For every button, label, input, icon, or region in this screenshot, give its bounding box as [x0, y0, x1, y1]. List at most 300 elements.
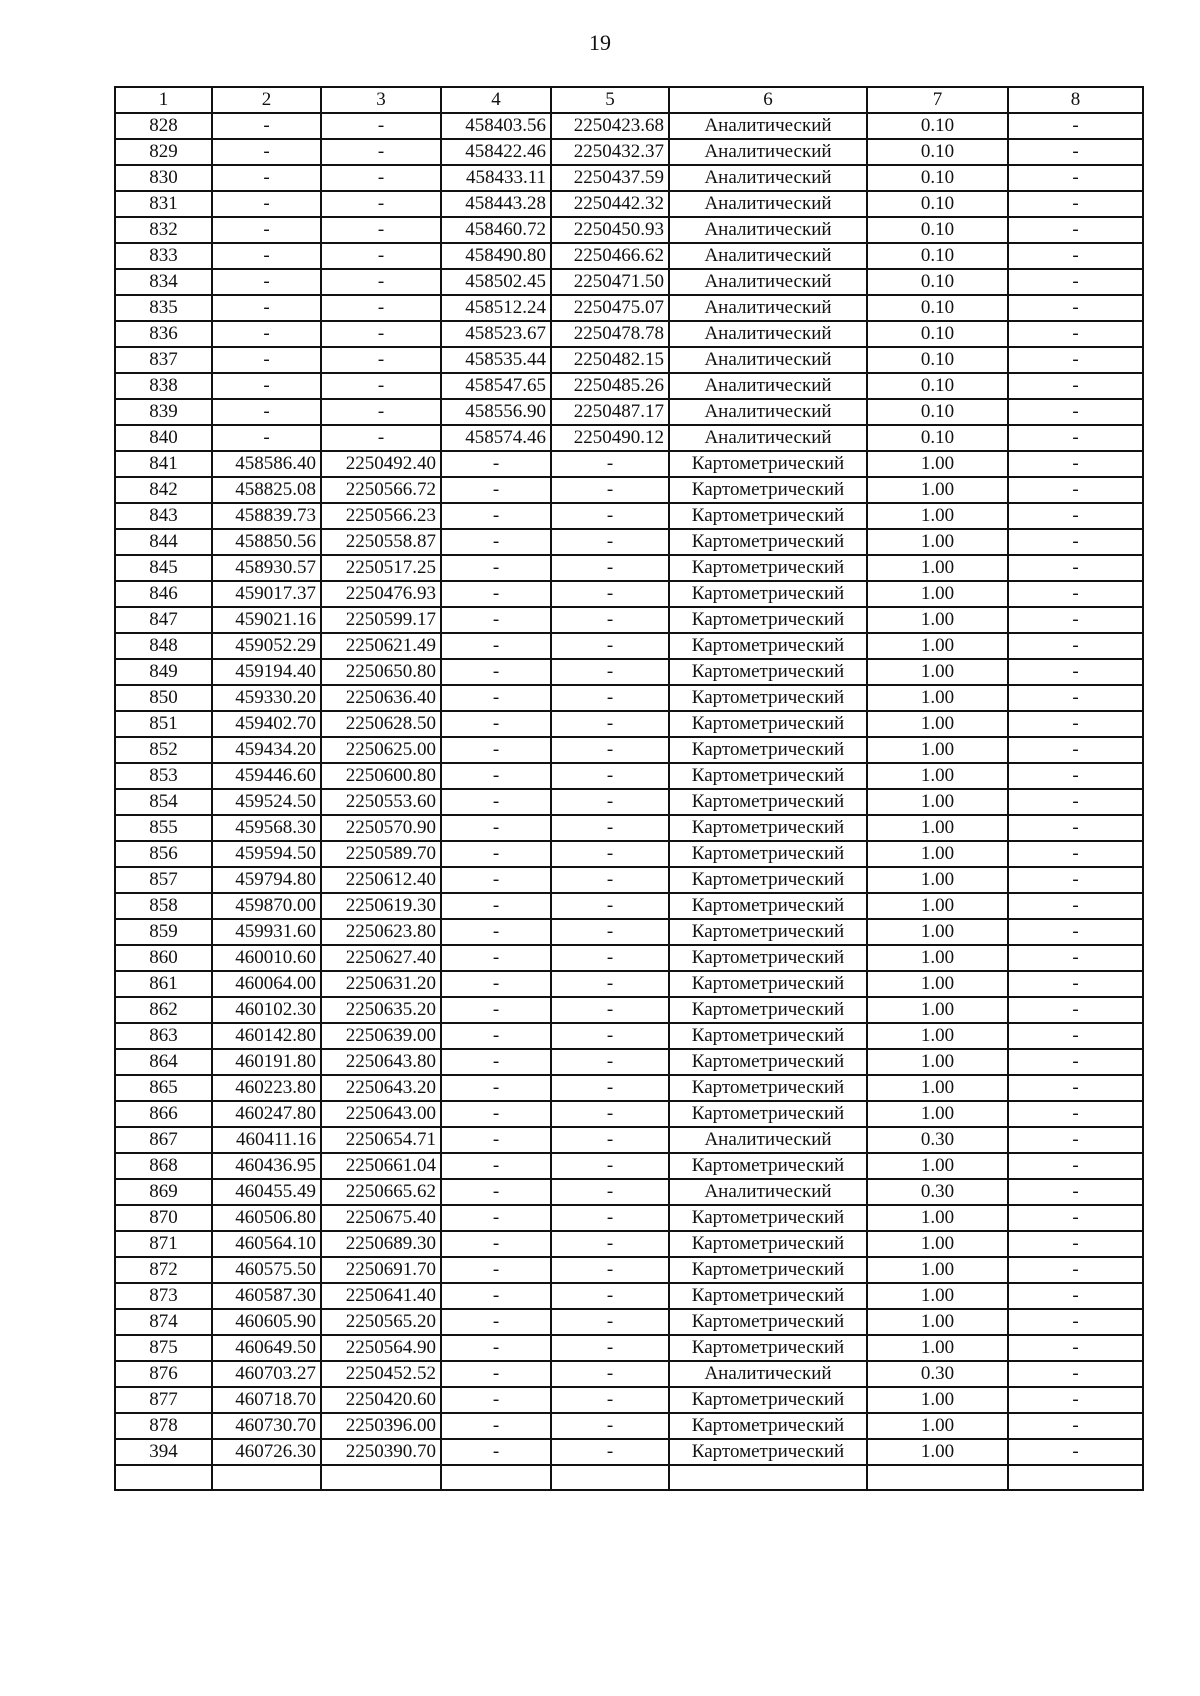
- table-cell: 2250599.17: [321, 607, 441, 633]
- table-cell: 458825.08: [212, 477, 321, 503]
- table-cell: 1.00: [867, 789, 1008, 815]
- table-cell: 1.00: [867, 893, 1008, 919]
- table-cell: -: [212, 321, 321, 347]
- table-cell: -: [551, 1101, 669, 1127]
- table-cell: -: [551, 1335, 669, 1361]
- table-cell: -: [441, 685, 551, 711]
- page-number: 19: [589, 30, 611, 55]
- table-cell-empty: [441, 1465, 551, 1490]
- table-cell: -: [212, 217, 321, 243]
- table-cell: Картометрический: [669, 1205, 867, 1231]
- table-cell: Картометрический: [669, 1283, 867, 1309]
- table-row: [115, 217, 1143, 243]
- table-cell: 459402.70: [212, 711, 321, 737]
- table-cell: -: [1008, 893, 1143, 919]
- table-cell: 2250650.80: [321, 659, 441, 685]
- table-cell: 2250600.80: [321, 763, 441, 789]
- table-cell: Картометрический: [669, 451, 867, 477]
- table-cell: Картометрический: [669, 763, 867, 789]
- table-cell: 838: [115, 373, 212, 399]
- table-cell: -: [441, 1231, 551, 1257]
- table-cell: 0.10: [867, 269, 1008, 295]
- table-cell: 2250643.80: [321, 1049, 441, 1075]
- table-cell: -: [321, 165, 441, 191]
- table-cell: -: [1008, 347, 1143, 373]
- table-cell: 2250689.30: [321, 1231, 441, 1257]
- table-cell: 851: [115, 711, 212, 737]
- table-cell: 2250390.70: [321, 1439, 441, 1465]
- table-cell: -: [1008, 1205, 1143, 1231]
- table-cell: -: [441, 867, 551, 893]
- table-cell: -: [441, 1283, 551, 1309]
- table-cell: -: [1008, 1387, 1143, 1413]
- table-cell: 1.00: [867, 581, 1008, 607]
- table-body: [115, 87, 1143, 1490]
- table-row: [115, 841, 1143, 867]
- table-cell: 0.10: [867, 295, 1008, 321]
- table-cell: -: [212, 399, 321, 425]
- table-cell: Картометрический: [669, 1309, 867, 1335]
- table-cell: 459017.37: [212, 581, 321, 607]
- table-cell: -: [212, 165, 321, 191]
- table-cell: -: [551, 451, 669, 477]
- table-cell: 848: [115, 633, 212, 659]
- table-cell: 1.00: [867, 1413, 1008, 1439]
- table-cell: 458930.57: [212, 555, 321, 581]
- table-cell: Картометрический: [669, 659, 867, 685]
- table-cell: Аналитический: [669, 295, 867, 321]
- table-cell: 874: [115, 1309, 212, 1335]
- table-cell: -: [1008, 1335, 1143, 1361]
- table-cell: -: [441, 815, 551, 841]
- table-cell: 849: [115, 659, 212, 685]
- table-cell: -: [1008, 685, 1143, 711]
- table-cell: 1.00: [867, 711, 1008, 737]
- table-cell: -: [551, 1361, 669, 1387]
- table-cell: 1.00: [867, 815, 1008, 841]
- table-cell: -: [212, 139, 321, 165]
- table-cell: 2250432.37: [551, 139, 669, 165]
- table-cell: -: [1008, 425, 1143, 451]
- table-row: [115, 113, 1143, 139]
- table-cell: -: [441, 763, 551, 789]
- table-cell: 842: [115, 477, 212, 503]
- table-cell: -: [441, 1257, 551, 1283]
- table-cell: 873: [115, 1283, 212, 1309]
- table-cell: 460605.90: [212, 1309, 321, 1335]
- header-cell: 4: [441, 87, 551, 113]
- table-cell: 460411.16: [212, 1127, 321, 1153]
- table-row: [115, 971, 1143, 997]
- table-cell: 853: [115, 763, 212, 789]
- table-cell: -: [441, 1075, 551, 1101]
- table-row: [115, 1283, 1143, 1309]
- table-cell: -: [1008, 971, 1143, 997]
- table-cell: 459870.00: [212, 893, 321, 919]
- table-cell: 2250442.32: [551, 191, 669, 217]
- table-cell: -: [321, 373, 441, 399]
- coordinates-table: [114, 86, 1144, 1491]
- table-cell: Картометрический: [669, 789, 867, 815]
- table-cell: 832: [115, 217, 212, 243]
- header-cell: 5: [551, 87, 669, 113]
- table-row: [115, 1413, 1143, 1439]
- table-cell: -: [1008, 815, 1143, 841]
- table-row: [115, 1335, 1143, 1361]
- table-cell: 0.10: [867, 347, 1008, 373]
- table-cell: 460575.50: [212, 1257, 321, 1283]
- table-cell: -: [1008, 1153, 1143, 1179]
- table-cell: -: [441, 1179, 551, 1205]
- table-header-row: [115, 87, 1143, 113]
- table-row: [115, 139, 1143, 165]
- table-cell: 2250639.00: [321, 1023, 441, 1049]
- table-cell: -: [1008, 555, 1143, 581]
- table-cell: -: [551, 1023, 669, 1049]
- table-cell: 852: [115, 737, 212, 763]
- header-cell: 7: [867, 87, 1008, 113]
- table-cell: -: [1008, 1413, 1143, 1439]
- table-cell: 458433.11: [441, 165, 551, 191]
- table-cell: 850: [115, 685, 212, 711]
- table-cell: 1.00: [867, 919, 1008, 945]
- table-row: [115, 1049, 1143, 1075]
- table-cell: Картометрический: [669, 841, 867, 867]
- table-cell: -: [551, 919, 669, 945]
- table-cell: Аналитический: [669, 269, 867, 295]
- table-cell: Картометрический: [669, 581, 867, 607]
- table-cell: 459434.20: [212, 737, 321, 763]
- table-row: [115, 711, 1143, 737]
- table-cell: -: [321, 191, 441, 217]
- table-cell: 2250437.59: [551, 165, 669, 191]
- table-cell: -: [441, 1439, 551, 1465]
- table-cell: 1.00: [867, 971, 1008, 997]
- table-cell: -: [1008, 1439, 1143, 1465]
- table-cell: 831: [115, 191, 212, 217]
- table-cell: 1.00: [867, 451, 1008, 477]
- table-cell: 1.00: [867, 1387, 1008, 1413]
- table-cell: -: [321, 113, 441, 139]
- table-cell: 2250476.93: [321, 581, 441, 607]
- table-cell: Аналитический: [669, 113, 867, 139]
- table-cell: 458535.44: [441, 347, 551, 373]
- table-cell: -: [441, 997, 551, 1023]
- table-cell: -: [1008, 633, 1143, 659]
- table-cell: 460718.70: [212, 1387, 321, 1413]
- table-cell: 837: [115, 347, 212, 373]
- table-cell: Картометрический: [669, 1231, 867, 1257]
- table-cell: 844: [115, 529, 212, 555]
- table-cell: -: [551, 555, 669, 581]
- table-cell: -: [551, 997, 669, 1023]
- table-row: [115, 867, 1143, 893]
- table-cell: 458839.73: [212, 503, 321, 529]
- table-cell: 2250691.70: [321, 1257, 441, 1283]
- table-cell: -: [1008, 477, 1143, 503]
- table-cell: -: [441, 633, 551, 659]
- table-cell: 1.00: [867, 477, 1008, 503]
- table-cell: 845: [115, 555, 212, 581]
- table-cell: -: [212, 113, 321, 139]
- table-cell: 2250675.40: [321, 1205, 441, 1231]
- table-row: [115, 1309, 1143, 1335]
- table-row: [115, 165, 1143, 191]
- table-cell: -: [1008, 1283, 1143, 1309]
- table-cell: -: [551, 477, 669, 503]
- header-cell: 2: [212, 87, 321, 113]
- table-cell: -: [441, 1335, 551, 1361]
- table-cell: 2250553.60: [321, 789, 441, 815]
- table-row: [115, 1257, 1143, 1283]
- table-cell: 2250466.62: [551, 243, 669, 269]
- table-cell: Картометрический: [669, 997, 867, 1023]
- table-cell: 876: [115, 1361, 212, 1387]
- table-cell: -: [1008, 1049, 1143, 1075]
- table-cell: 843: [115, 503, 212, 529]
- table-cell: 1.00: [867, 1075, 1008, 1101]
- table-cell: 834: [115, 269, 212, 295]
- table-cell: -: [1008, 659, 1143, 685]
- table-cell: 2250566.72: [321, 477, 441, 503]
- table-cell: -: [551, 971, 669, 997]
- table-cell: -: [551, 1179, 669, 1205]
- table-cell: -: [1008, 1257, 1143, 1283]
- table-cell: -: [551, 1257, 669, 1283]
- table-cell: -: [1008, 737, 1143, 763]
- table-cell: Картометрический: [669, 529, 867, 555]
- table-cell: 1.00: [867, 945, 1008, 971]
- header-cell: 6: [669, 87, 867, 113]
- table-cell: -: [1008, 321, 1143, 347]
- table-cell: -: [551, 529, 669, 555]
- table-cell: -: [321, 217, 441, 243]
- table-cell: Картометрический: [669, 1153, 867, 1179]
- table-cell: Картометрический: [669, 633, 867, 659]
- table-cell: 1.00: [867, 1023, 1008, 1049]
- table-cell: 829: [115, 139, 212, 165]
- table-cell: 1.00: [867, 1231, 1008, 1257]
- table-cell: 2250621.49: [321, 633, 441, 659]
- table-cell: -: [551, 1413, 669, 1439]
- table-cell: 458460.72: [441, 217, 551, 243]
- table-cell: 2250627.40: [321, 945, 441, 971]
- table-cell: Картометрический: [669, 1023, 867, 1049]
- table-cell: 2250475.07: [551, 295, 669, 321]
- table-row: [115, 1387, 1143, 1413]
- table-cell: -: [1008, 1309, 1143, 1335]
- table-cell: -: [321, 321, 441, 347]
- table-cell: 2250485.26: [551, 373, 669, 399]
- table-cell: 1.00: [867, 529, 1008, 555]
- table-row: [115, 1075, 1143, 1101]
- table-cell: 863: [115, 1023, 212, 1049]
- table-cell: 460564.10: [212, 1231, 321, 1257]
- table-cell: -: [212, 347, 321, 373]
- table-cell: -: [441, 451, 551, 477]
- table-cell: -: [441, 711, 551, 737]
- table-cell: -: [1008, 191, 1143, 217]
- table-cell: 864: [115, 1049, 212, 1075]
- table-cell: 846: [115, 581, 212, 607]
- table-cell: 877: [115, 1387, 212, 1413]
- table-cell: 2250423.68: [551, 113, 669, 139]
- table-row: [115, 1361, 1143, 1387]
- table-cell: 2250665.62: [321, 1179, 441, 1205]
- table-row: [115, 1153, 1143, 1179]
- table-cell: 0.30: [867, 1179, 1008, 1205]
- table-cell: -: [1008, 607, 1143, 633]
- table-cell: 840: [115, 425, 212, 451]
- table-cell: -: [212, 295, 321, 321]
- table-cell: 2250641.40: [321, 1283, 441, 1309]
- table-cell: -: [551, 607, 669, 633]
- table-cell: 855: [115, 815, 212, 841]
- table-cell: 871: [115, 1231, 212, 1257]
- table-cell: -: [441, 1127, 551, 1153]
- table-cell: -: [551, 841, 669, 867]
- table-cell: 460587.30: [212, 1283, 321, 1309]
- table-cell: -: [441, 1361, 551, 1387]
- table-row: [115, 919, 1143, 945]
- table-cell: 458403.56: [441, 113, 551, 139]
- table-cell: 459330.20: [212, 685, 321, 711]
- table-cell: 2250490.12: [551, 425, 669, 451]
- table-cell: -: [321, 295, 441, 321]
- table-cell: Картометрический: [669, 555, 867, 581]
- table-cell: -: [551, 893, 669, 919]
- table-cell: 0.10: [867, 321, 1008, 347]
- table-cell: Картометрический: [669, 945, 867, 971]
- table-row: [115, 607, 1143, 633]
- table-cell: -: [1008, 243, 1143, 269]
- table-cell: 861: [115, 971, 212, 997]
- table-row: [115, 1127, 1143, 1153]
- table-row: [115, 321, 1143, 347]
- table-row: [115, 295, 1143, 321]
- table-cell: 458443.28: [441, 191, 551, 217]
- table-cell: -: [551, 503, 669, 529]
- table-cell: -: [441, 503, 551, 529]
- table-cell: 2250625.00: [321, 737, 441, 763]
- table-cell-empty: [867, 1465, 1008, 1490]
- header-cell: 8: [1008, 87, 1143, 113]
- table-cell: 459524.50: [212, 789, 321, 815]
- table-cell: 2250565.20: [321, 1309, 441, 1335]
- table-row: [115, 347, 1143, 373]
- table-cell: -: [441, 581, 551, 607]
- table-cell: 459446.60: [212, 763, 321, 789]
- table-cell: Аналитический: [669, 217, 867, 243]
- table-cell: 460223.80: [212, 1075, 321, 1101]
- table-cell: -: [1008, 529, 1143, 555]
- table-row: [115, 451, 1143, 477]
- table-cell: 2250612.40: [321, 867, 441, 893]
- table-cell: -: [1008, 1075, 1143, 1101]
- table-cell: -: [441, 477, 551, 503]
- table-cell: 1.00: [867, 1283, 1008, 1309]
- table-cell: -: [551, 867, 669, 893]
- table-cell: 458556.90: [441, 399, 551, 425]
- table-cell: 460455.49: [212, 1179, 321, 1205]
- table-cell: 1.00: [867, 841, 1008, 867]
- table-cell: -: [1008, 1231, 1143, 1257]
- table-row: [115, 945, 1143, 971]
- table-cell: 1.00: [867, 737, 1008, 763]
- table-cell: 862: [115, 997, 212, 1023]
- table-cell: -: [321, 243, 441, 269]
- table-cell: 1.00: [867, 503, 1008, 529]
- table-cell: Картометрический: [669, 1413, 867, 1439]
- table-cell: -: [1008, 373, 1143, 399]
- table-cell: 2250492.40: [321, 451, 441, 477]
- table-cell: 1.00: [867, 997, 1008, 1023]
- table-cell: 458586.40: [212, 451, 321, 477]
- table-cell: 2250661.04: [321, 1153, 441, 1179]
- table-cell: -: [441, 789, 551, 815]
- table-cell: 2250487.17: [551, 399, 669, 425]
- table-cell: 866: [115, 1101, 212, 1127]
- table-row: [115, 399, 1143, 425]
- table-cell: 847: [115, 607, 212, 633]
- table-cell: 854: [115, 789, 212, 815]
- table-cell: -: [551, 1309, 669, 1335]
- table-cell: 458523.67: [441, 321, 551, 347]
- table-cell: 2250564.90: [321, 1335, 441, 1361]
- table-cell: 2250452.52: [321, 1361, 441, 1387]
- table-cell: 1.00: [867, 1335, 1008, 1361]
- table-cell: 1.00: [867, 1101, 1008, 1127]
- table-cell-empty: [551, 1465, 669, 1490]
- table-cell: -: [212, 191, 321, 217]
- table-cell: -: [551, 659, 669, 685]
- table-cell: -: [321, 425, 441, 451]
- table-cell-empty: [669, 1465, 867, 1490]
- table-cell: -: [441, 1309, 551, 1335]
- table-cell: -: [441, 841, 551, 867]
- table-cell: -: [551, 685, 669, 711]
- table-row: [115, 425, 1143, 451]
- table-cell: Картометрический: [669, 971, 867, 997]
- table-cell: 460010.60: [212, 945, 321, 971]
- table-cell: 0.10: [867, 425, 1008, 451]
- table-cell: 2250636.40: [321, 685, 441, 711]
- table-row: [115, 1179, 1143, 1205]
- table-cell: 460247.80: [212, 1101, 321, 1127]
- table-cell: -: [1008, 165, 1143, 191]
- table-cell: 0.10: [867, 399, 1008, 425]
- table-cell: 2250566.23: [321, 503, 441, 529]
- table-cell: -: [441, 919, 551, 945]
- table-cell-empty: [212, 1465, 321, 1490]
- table-cell: 0.10: [867, 373, 1008, 399]
- table-row: [115, 633, 1143, 659]
- table-cell: -: [1008, 841, 1143, 867]
- table-cell: 2250589.70: [321, 841, 441, 867]
- table-cell: 867: [115, 1127, 212, 1153]
- table-row: [115, 581, 1143, 607]
- table-cell: Аналитический: [669, 347, 867, 373]
- table-cell: 2250396.00: [321, 1413, 441, 1439]
- table-cell: Картометрический: [669, 1335, 867, 1361]
- table-cell: 0.10: [867, 191, 1008, 217]
- table-cell: 0.30: [867, 1361, 1008, 1387]
- table-cell: 1.00: [867, 1205, 1008, 1231]
- header-cell: 1: [115, 87, 212, 113]
- table-cell: 458850.56: [212, 529, 321, 555]
- table-row: [115, 1101, 1143, 1127]
- table-cell: 1.00: [867, 685, 1008, 711]
